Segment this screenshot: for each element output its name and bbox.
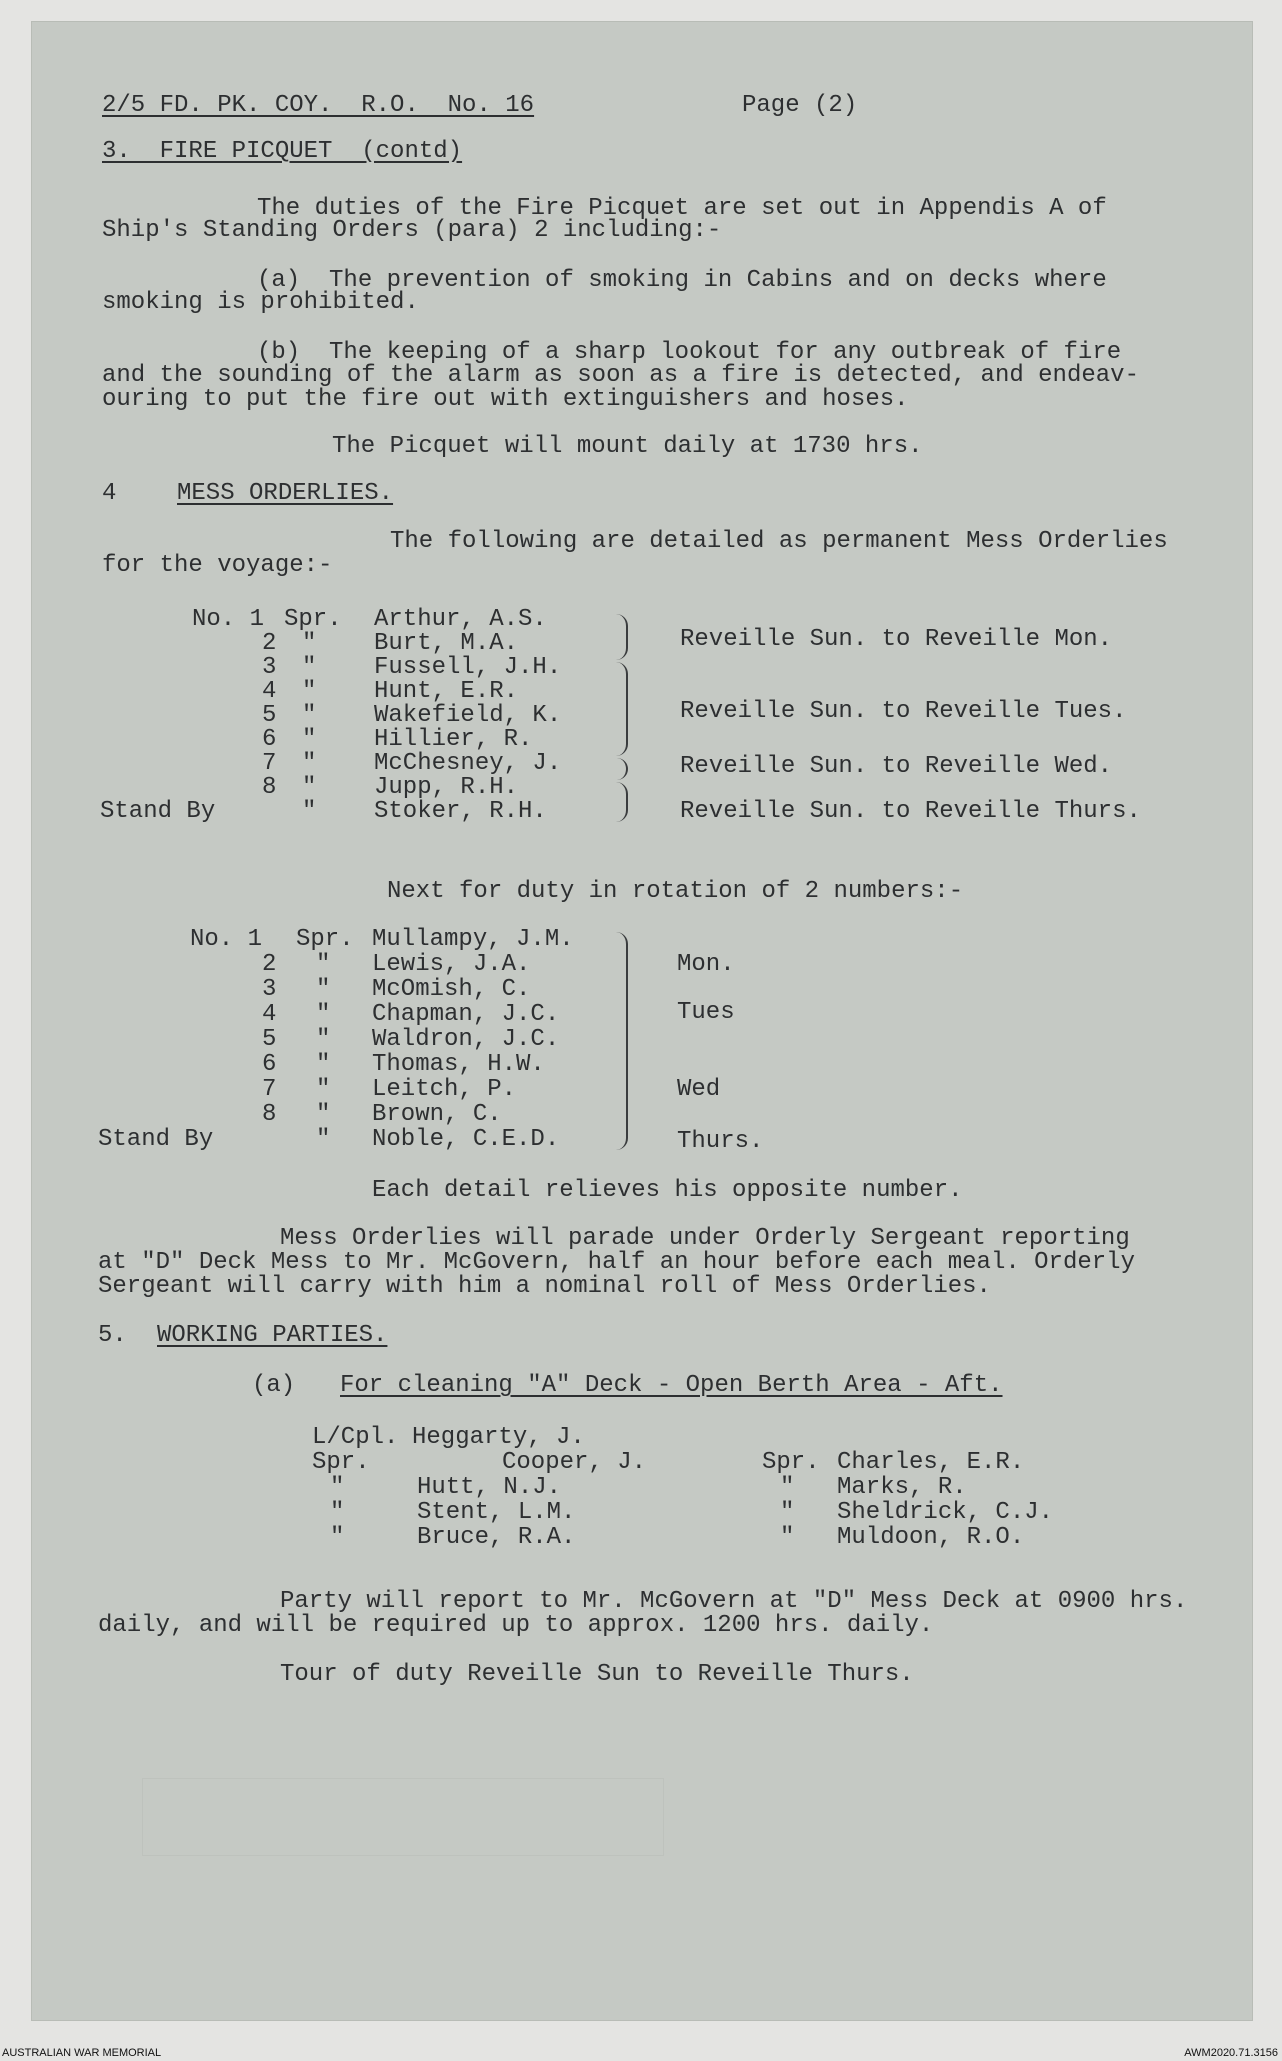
brace <box>616 662 628 756</box>
relieves-note: Each detail relieves his opposite number. <box>372 1177 963 1204</box>
mess-orderlies-intro-line-1: The following are detailed as permanent Mess Orderlies <box>390 528 1168 555</box>
roster-rank: " <box>302 702 317 729</box>
duty-period: Reveille Sun. to Reveille Tues. <box>680 698 1127 725</box>
roster-number: 3 <box>262 654 277 681</box>
archive-footer-right: AWM2020.71.3156 <box>1184 2047 1278 2059</box>
roster-rank: Spr. <box>284 606 342 633</box>
roster-rank: " <box>302 630 317 657</box>
duty-day: Wed <box>677 1076 721 1103</box>
roster-rank: " <box>302 750 317 777</box>
report-line-2: daily, and will be required up to approx. 1200 hrs. daily. <box>98 1612 934 1639</box>
party-rank: " <box>330 1474 345 1501</box>
duty-period: Reveille Sun. to Reveille Mon. <box>680 626 1113 653</box>
roster-number: 6 <box>262 1051 277 1078</box>
roster-name: Thomas, H.W. <box>372 1051 545 1078</box>
duty-day: Tues <box>677 999 735 1026</box>
roster-rank: " <box>316 951 331 978</box>
roster-number: 3 <box>262 976 277 1003</box>
roster-number: No. 1 <box>190 926 263 953</box>
roster-name: Hillier, R. <box>374 726 533 753</box>
roster-name: Brown, C. <box>372 1101 502 1128</box>
party-rank: L/Cpl. <box>312 1424 399 1451</box>
duty-day: Mon. <box>677 951 735 978</box>
brace <box>616 932 628 1150</box>
roster-name: Noble, C.E.D. <box>372 1126 560 1153</box>
roster-name: McChesney, J. <box>374 750 562 777</box>
fire-picquet-b-line-1: (b) The keeping of a sharp lookout for any outbreak of fire <box>257 339 1122 366</box>
party-rank: " <box>330 1499 345 1526</box>
working-party-sub-heading: For cleaning "A" Deck - Open Berth Area - Aft. <box>340 1372 1003 1399</box>
mess-orderlies-number: 4 <box>102 480 117 507</box>
fire-picquet-intro-line-1: The duties of the Fire Picquet are set out in Appendis A of <box>257 195 1107 222</box>
roster-name: Hunt, E.R. <box>374 678 519 705</box>
roster-rank: " <box>316 1001 331 1028</box>
duty-period: Reveille Sun. to Reveille Wed. <box>680 753 1113 780</box>
fire-picquet-a-line-1: (a) The prevention of smoking in Cabins and on decks where <box>257 267 1107 294</box>
tour-of-duty: Tour of duty Reveille Sun to Reveille Thurs. <box>280 1661 914 1688</box>
roster-number: No. 1 <box>192 606 265 633</box>
parade-line-3: Sergeant will carry with him a nominal roll of Mess Orderlies. <box>98 1273 991 1300</box>
party-name: Sheldrick, C.J. <box>837 1499 1054 1526</box>
working-parties-number: 5. <box>98 1322 127 1349</box>
archive-footer <box>0 2019 1282 2061</box>
roster-name: Arthur, A.S. <box>374 606 547 633</box>
roster-rank: Spr. <box>296 926 354 953</box>
roster-rank: " <box>316 976 331 1003</box>
roster-number: Stand By <box>98 1126 214 1153</box>
party-name: Heggarty, J. <box>412 1424 585 1451</box>
roster-number: 6 <box>262 726 277 753</box>
roster-rank: " <box>316 1101 331 1128</box>
parade-line-2: at "D" Deck Mess to Mr. McGovern, half an hour before each meal. Orderly <box>98 1249 1135 1276</box>
mess-orderlies-intro-line-2: for the voyage:- <box>102 552 333 579</box>
roster-rank: " <box>316 1051 331 1078</box>
fire-picquet-a-line-2: smoking is prohibited. <box>102 289 419 316</box>
rotation-note: Next for duty in rotation of 2 numbers:- <box>387 878 964 905</box>
archive-footer-left: AUSTRALIAN WAR MEMORIAL <box>2 2047 162 2059</box>
roster-number: 5 <box>262 1026 277 1053</box>
roster-name: McOmish, C. <box>372 976 531 1003</box>
working-parties-heading: WORKING PARTIES. <box>157 1322 388 1349</box>
roster-name: Wakefield, K. <box>374 702 562 729</box>
roster-name: Jupp, R.H. <box>374 774 519 801</box>
roster-number: 8 <box>262 774 277 801</box>
roster-number: 4 <box>262 678 277 705</box>
brace <box>616 782 628 822</box>
document-reference: 2/5 FD. PK. COY. R.O. No. 16 <box>102 92 535 119</box>
roster-name: Waldron, J.C. <box>372 1026 560 1053</box>
party-name: Cooper, J. <box>502 1449 647 1476</box>
roster-rank: " <box>302 654 317 681</box>
roster-number: 2 <box>262 951 277 978</box>
roster-name: Burt, M.A. <box>374 630 519 657</box>
fire-picquet-b-line-2: and the sounding of the alarm as soon as a fire is detected, and endeav- <box>102 362 1139 389</box>
party-rank: " <box>780 1474 795 1501</box>
party-name: Charles, E.R. <box>837 1449 1025 1476</box>
roster-rank: " <box>316 1026 331 1053</box>
party-rank: " <box>780 1499 795 1526</box>
party-rank: " <box>780 1524 795 1551</box>
fire-picquet-heading: 3. FIRE PICQUET (contd) <box>102 138 463 165</box>
brace <box>616 614 628 660</box>
party-name: Marks, R. <box>837 1474 967 1501</box>
roster-name: Leitch, P. <box>372 1076 517 1103</box>
roster-rank: " <box>302 678 317 705</box>
fire-picquet-mount: The Picquet will mount daily at 1730 hrs. <box>332 433 923 460</box>
page-number: Page (2) <box>742 92 858 119</box>
fire-picquet-b-line-3: ouring to put the fire out with extinguishers and hoses. <box>102 386 909 413</box>
roster-number: 2 <box>262 630 277 657</box>
document-body <box>32 22 1252 2020</box>
fire-picquet-intro-line-2: Ship's Standing Orders (para) 2 including:- <box>102 217 722 244</box>
roster-rank: " <box>302 774 317 801</box>
roster-name: Stoker, R.H. <box>374 798 547 825</box>
roster-name: Fussell, J.H. <box>374 654 562 681</box>
roster-rank: " <box>302 726 317 753</box>
working-party-sub-label: (a) <box>252 1372 296 1399</box>
show-through-box <box>142 1778 664 1856</box>
brace <box>616 758 628 780</box>
roster-number: 8 <box>262 1101 277 1128</box>
party-rank: Spr. <box>762 1449 820 1476</box>
party-name: Hutt, N.J. <box>417 1474 562 1501</box>
party-rank: Spr. <box>312 1449 370 1476</box>
roster-number: 7 <box>262 1076 277 1103</box>
parade-line-1: Mess Orderlies will parade under Orderly Sergeant reporting <box>280 1225 1130 1252</box>
roster-number: 7 <box>262 750 277 777</box>
roster-name: Chapman, J.C. <box>372 1001 560 1028</box>
roster-number: 4 <box>262 1001 277 1028</box>
roster-number: Stand By <box>100 798 216 825</box>
party-name: Bruce, R.A. <box>417 1524 576 1551</box>
duty-period: Reveille Sun. to Reveille Thurs. <box>680 798 1141 825</box>
report-line-1: Party will report to Mr. McGovern at "D" Mess Deck at 0900 hrs. <box>280 1588 1188 1615</box>
roster-rank: " <box>316 1126 331 1153</box>
party-rank: " <box>330 1524 345 1551</box>
roster-number: 5 <box>262 702 277 729</box>
party-name: Muldoon, R.O. <box>837 1524 1025 1551</box>
party-name: Stent, L.M. <box>417 1499 576 1526</box>
duty-day: Thurs. <box>677 1128 764 1155</box>
roster-rank: " <box>302 798 317 825</box>
roster-name: Mullampy, J.M. <box>372 926 574 953</box>
mess-orderlies-heading: MESS ORDERLIES. <box>177 480 394 507</box>
roster-name: Lewis, J.A. <box>372 951 531 978</box>
document-page <box>32 22 1252 2020</box>
roster-rank: " <box>316 1076 331 1103</box>
